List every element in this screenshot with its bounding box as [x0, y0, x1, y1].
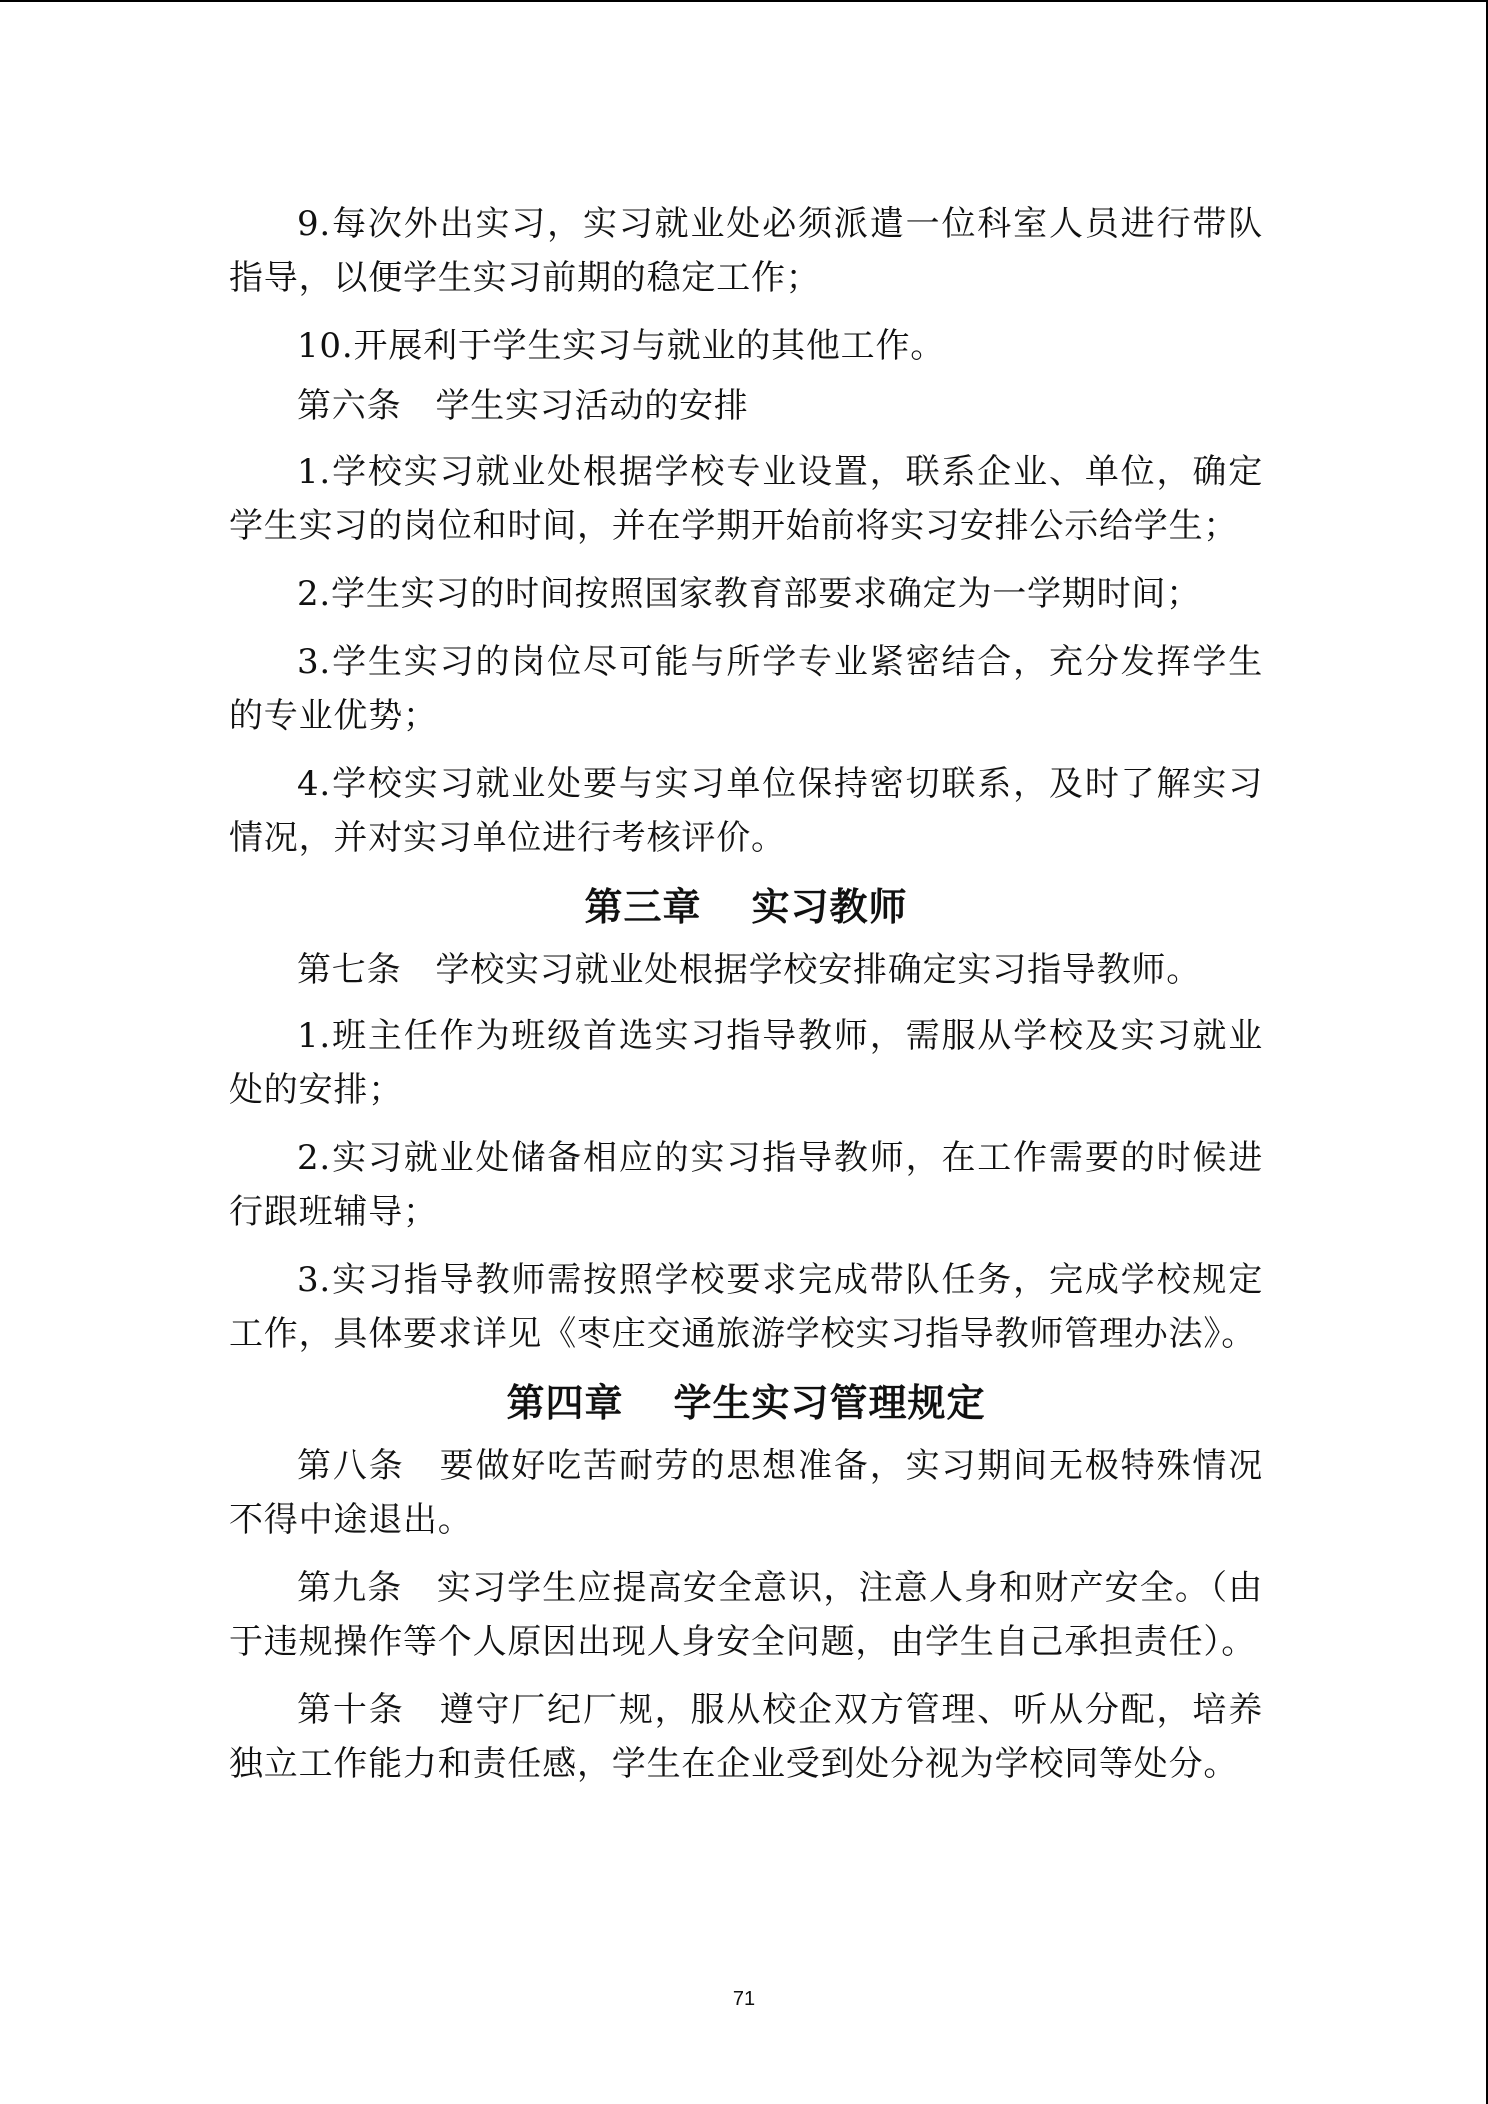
- article-7-item-2: 2.实习就业处储备相应的实习指导教师，在工作需要的时候进行跟班辅导；: [229, 1138, 1263, 1232]
- document-body: [229, 197, 1263, 1805]
- article-7-item-3: 3.实习指导教师需按照学校要求完成带队任务，完成学校规定工作，具体要求详见《枣庄交通旅游学校实习指导教师管理办法》。: [229, 1260, 1263, 1354]
- article-6-label: 第六条: [297, 386, 402, 426]
- article-8-text: 要做好吃苦耐劳的思想准备，实习期间无极特殊情况不得中途退出。: [229, 1446, 1263, 1540]
- article-7-label: 第七条: [297, 950, 402, 990]
- article-8: [229, 1439, 1263, 1547]
- article-10-text: 遵守厂纪厂规，服从校企双方管理、听从分配，培养独立工作能力和责任感，学生在企业受到处分视为学校同等处分。: [229, 1690, 1263, 1784]
- chapter-4-title: 学生实习管理规定: [673, 1381, 986, 1425]
- chapter-3-title: 实习教师: [751, 885, 908, 929]
- article-6-item-4: 4.学校实习就业处要与实习单位保持密切联系，及时了解实习情况，并对实习单位进行考核评价。: [229, 764, 1263, 858]
- chapter-3-heading: [229, 879, 1263, 935]
- article-10: [229, 1683, 1263, 1791]
- article-6-item-2: 2.学生实习的时间按照国家教育部要求确定为一学期时间；: [297, 574, 1202, 614]
- chapter-4-number: 第四章: [506, 1381, 624, 1425]
- list-item-10: 10.开展利于学生实习与就业的其他工作。: [297, 326, 946, 366]
- article-6-title: 学生实习活动的安排: [435, 386, 749, 426]
- page-number: 71: [732, 1988, 756, 2010]
- article-8-label: 第八条: [297, 1446, 405, 1486]
- article-7-heading: [229, 943, 1263, 997]
- article-9: [229, 1561, 1263, 1669]
- article-6-item-1: 1.学校实习就业处根据学校专业设置，联系企业、单位，确定学生实习的岗位和时间，并在学期开始前将实习安排公示给学生；: [229, 452, 1263, 546]
- article-9-label: 第九条: [297, 1568, 403, 1608]
- article-9-text: 实习学生应提高安全意识，注意人身和财产安全。（由于违规操作等个人原因出现人身安全问题，由学生自己承担责任）。: [229, 1568, 1263, 1662]
- article-6-heading: [229, 379, 1263, 433]
- article-6-item-3: 3.学生实习的岗位尽可能与所学专业紧密结合，充分发挥学生的专业优势；: [229, 642, 1263, 736]
- list-item-9: 9.每次外出实习，实习就业处必须派遣一位科室人员进行带队指导，以便学生实习前期的稳定工作；: [229, 204, 1263, 298]
- article-7-title: 学校实习就业处根据学校安排确定实习指导教师。: [435, 950, 1202, 990]
- article-10-label: 第十条: [297, 1690, 405, 1730]
- chapter-4-heading: [229, 1375, 1263, 1431]
- chapter-3-number: 第三章: [584, 885, 702, 929]
- article-7-item-1: 1.班主任作为班级首选实习指导教师，需服从学校及实习就业处的安排；: [229, 1016, 1263, 1110]
